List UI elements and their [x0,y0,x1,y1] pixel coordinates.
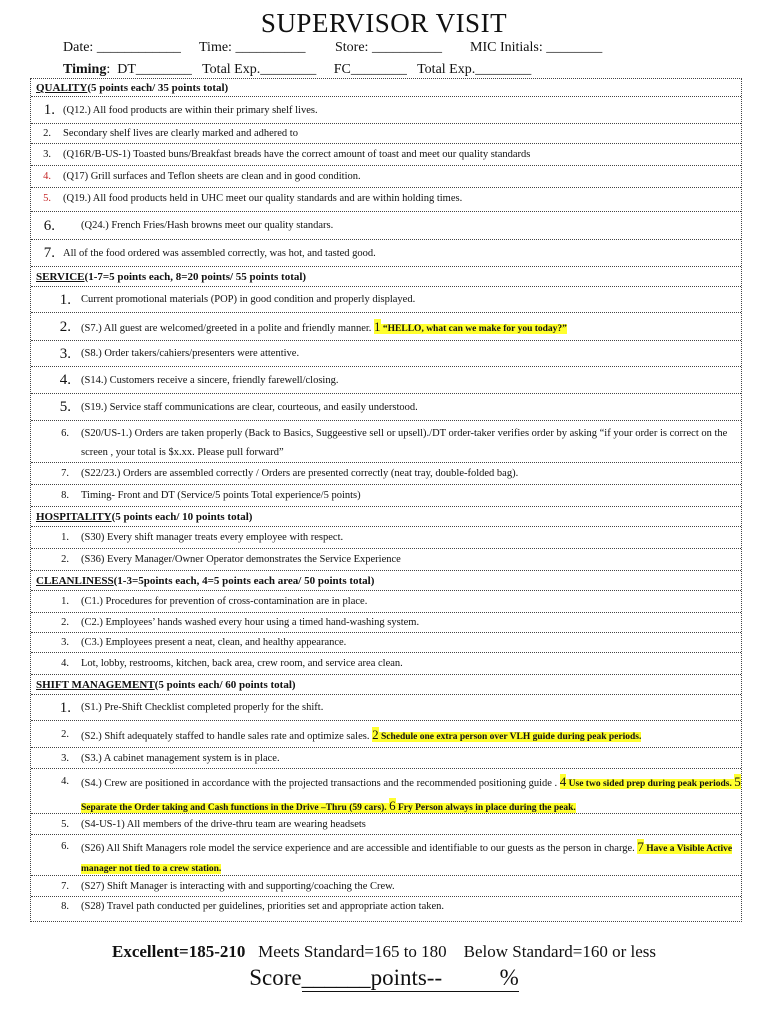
item-text: (Q12.) All food products are within their primary shelf lives. [63,105,318,116]
checklist-row[interactable] [31,835,741,876]
item-text: Timing- Front and DT (Service/5 points Total experience/5 points) [81,490,361,501]
section-points: (5 points each/ 10 points total) [111,511,253,523]
item-number: 7. [61,468,69,479]
item-text: (C2.) Employees’ hands washed every hour using a timed hand-washing system. [81,617,420,628]
item-text: (S28) Travel path conducted per guidelines, priorities set and appropriate action taken. [81,901,445,912]
item-text: (Q16R/B-US-1) Toasted buns/Breakfast breads have the correct amount of toast and meet our quality standards [63,149,531,160]
item-number: 6. [61,428,69,439]
item-number: 7. [43,245,55,261]
checklist-row[interactable] [31,769,741,814]
item-number: 7. [61,881,69,892]
item-number: 1. [61,596,69,607]
item-number: 5. [59,399,71,415]
tip-text: Have a Visible Active manager not tied to a crew station. [81,844,733,874]
checklist-row[interactable] [31,485,741,507]
checklist-row[interactable] [31,591,741,613]
item-number: 3. [43,149,51,160]
date-field[interactable]: Date: ____________ [63,40,181,55]
checklist-row[interactable] [31,695,741,721]
score-points-blank[interactable]: ______ [301,965,371,990]
item-text: All of the food ordered was assembled correctly, was hot, and tasted good. [63,248,376,259]
item-number: 4. [59,372,71,388]
tip-text: “HELLO, what can we make for you today?” [380,324,567,334]
item-text-main: (S7.) All guest are welcomed/greeted in a polite and friendly manner. [81,323,375,334]
score-label: Score [249,965,302,990]
section-quality [31,79,741,97]
checklist-row[interactable] [31,463,741,485]
item-text: (S4-US-1) All members of the drive-thru team are wearing headsets [81,819,366,830]
time-field[interactable]: Time: __________ [199,40,306,55]
section-hospitality [31,507,741,527]
item-number: 4. [43,171,51,182]
item-text [69,721,741,748]
section-title: SERVICE [36,271,85,283]
score-line [0,965,768,992]
item-text [69,771,741,814]
tip-number: 1 [374,319,381,334]
checklist-row[interactable] [31,188,741,212]
checklist-row[interactable] [31,394,741,421]
checklist-row[interactable] [31,240,741,267]
item-number: 6. [61,841,69,852]
item-number: 1. [61,532,69,543]
checklist-row[interactable] [31,124,741,144]
checklist-row[interactable] [31,721,741,748]
checklist-row[interactable] [31,313,741,341]
checklist-row[interactable] [31,341,741,367]
checklist-row[interactable] [31,814,741,835]
tip-number: 6 [389,798,396,813]
item-text: Lot, lobby, restrooms, kitchen, back area, crew room, and service area clean. [81,658,403,669]
item-text: (S20/US-1.) Orders are taken properly (Back to Basics, Suggeestive sell or upsell)./DT order-taker verifies order by asking “if your order is correct on the screen , your total is $x.xx. Please pull forward” [81,428,728,458]
checklist-row[interactable] [31,549,741,571]
checklist-row[interactable] [31,527,741,549]
highlight-tip [372,727,642,742]
timing-row [63,62,531,78]
item-text: (S30) Every shift manager treats every employee with respect. [81,532,344,543]
tip-number: 7 [637,839,644,854]
section-shift-management [31,675,741,695]
page-title: SUPERVISOR VISIT [260,8,508,38]
section-service [31,267,741,287]
checklist-row[interactable] [31,367,741,394]
highlight-tip [374,319,567,334]
item-number: 1. [59,292,71,308]
item-text: (C1.) Procedures for prevention of cross-contamination are in place. [81,596,368,607]
checklist-row[interactable] [31,144,741,166]
checklist-form [30,78,742,922]
tip-number: 2 [372,727,379,742]
checklist-row[interactable] [31,653,741,675]
item-text: Secondary shelf lives are clearly marked and adhered to [63,128,298,139]
checklist-row[interactable] [31,166,741,188]
section-points: (5 points each/ 60 points total) [154,679,296,691]
store-field[interactable]: Store: __________ [335,40,442,55]
item-text: (S8.) Order takers/cahiers/presenters were attentive. [81,348,300,359]
section-points: (5 points each/ 35 points total) [87,82,229,94]
item-number: 1. [59,700,71,716]
checklist-row[interactable] [31,97,741,124]
item-text: (Q24.) French Fries/Hash browns meet our quality standars. [81,220,334,231]
item-number: 2. [43,128,51,139]
item-text-main: (S4.) Crew are positioned in accordance with the projected transactions and the recommended positioning guide . [81,778,560,789]
item-text: Current promotional materials (POP) in good condition and properly displayed. [81,294,416,305]
item-text: (C3.) Employees present a neat, clean, and healthy appearance. [81,637,347,648]
item-text: (S1.) Pre-Shift Checklist completed properly for the shift. [81,702,324,713]
item-text: (S3.) A cabinet management system is in place. [81,753,280,764]
item-number: 2. [61,617,69,628]
item-number: 4. [61,658,69,669]
checklist-row[interactable] [31,876,741,897]
item-text: (S36) Every Manager/Owner Operator demonstrates the Service Experience [81,554,401,565]
checklist-row[interactable] [31,212,741,240]
item-text: (S27) Shift Manager is interacting with and supporting/coaching the Crew. [81,881,395,892]
checklist-row[interactable] [31,897,741,921]
timing-label: Timing [63,62,107,77]
section-title: HOSPITALITY [36,511,112,523]
checklist-row[interactable] [31,633,741,653]
item-number: 3. [59,346,71,362]
checklist-row[interactable] [31,748,741,769]
mic-initials-field[interactable]: MIC Initials: ________ [470,40,603,55]
timing-fields[interactable]: : DT________ Total Exp.________ FC________ Total Exp.________ [106,62,532,77]
section-title: CLEANLINESS [36,575,114,587]
item-text-main: (S26) All Shift Managers role model the service experience and are accessible and identifiable to our guests as the person in charge. [81,843,638,854]
item-number: 5. [61,819,69,830]
percent-label: % [499,965,519,990]
item-text [71,313,741,341]
item-text: (S14.) Customers receive a sincere, friendly farewell/closing. [81,375,339,386]
item-number: 2. [61,729,69,740]
scoring-legend [0,942,768,962]
item-text: (Q17) Grill surfaces and Teflon sheets are clean and in good condition. [63,171,361,182]
item-number: 5. [43,193,51,204]
checklist-row[interactable] [31,613,741,633]
item-number: 3. [61,753,69,764]
item-text: (S22/23.) Orders are assembled correctly / Orders are presented correctly (neat tray, double-folded bag). [81,468,519,479]
section-cleanliness [31,571,741,591]
item-number: 6. [43,218,55,234]
section-title: QUALITY [36,82,88,94]
item-number: 8. [61,901,69,912]
item-text [69,837,741,876]
points-label: points-- [370,965,443,990]
standard-ranges: Meets Standard=165 to 180 Below Standard=160 or less [245,942,656,961]
tip-number: 4 [559,774,567,789]
item-text-main: (S2.) Shift adequately staffed to handle sales rate and optimize sales. [81,731,373,742]
score-percent-blank[interactable] [442,965,500,992]
checklist-row[interactable] [31,421,741,463]
item-number: 3. [61,637,69,648]
tip-text: Fry Person always in place during the peak. [395,803,576,813]
item-number: 2. [59,319,71,335]
item-text: (S19.) Service staff communications are clear, courteous, and easily understood. [81,402,418,413]
tip-text: Use two sided prep during peak periods. [566,779,735,789]
section-points: (1-7=5 points each, 8=20 points/ 55 points total) [84,271,307,283]
tip-number: 5 [734,774,741,789]
item-number: 1. [43,102,55,118]
section-title: SHIFT MANAGEMENT [36,679,155,691]
item-number: 4. [61,776,69,787]
excellent-range: Excellent=185-210 [112,942,246,961]
tip-text: Schedule one extra person over VLH guide during peak periods. [378,732,642,742]
checklist-row[interactable] [31,287,741,313]
item-number: 2. [61,554,69,565]
item-text: (Q19.) All food products held in UHC meet our quality standards and are within holding times. [63,193,463,204]
item-number: 8. [61,490,69,501]
section-points: (1-3=5points each, 4=5 points each area/ 50 points total) [113,575,375,587]
tip-text: Separate the Order taking and Cash functions in the Drive –Thru (59 cars). [81,803,390,813]
